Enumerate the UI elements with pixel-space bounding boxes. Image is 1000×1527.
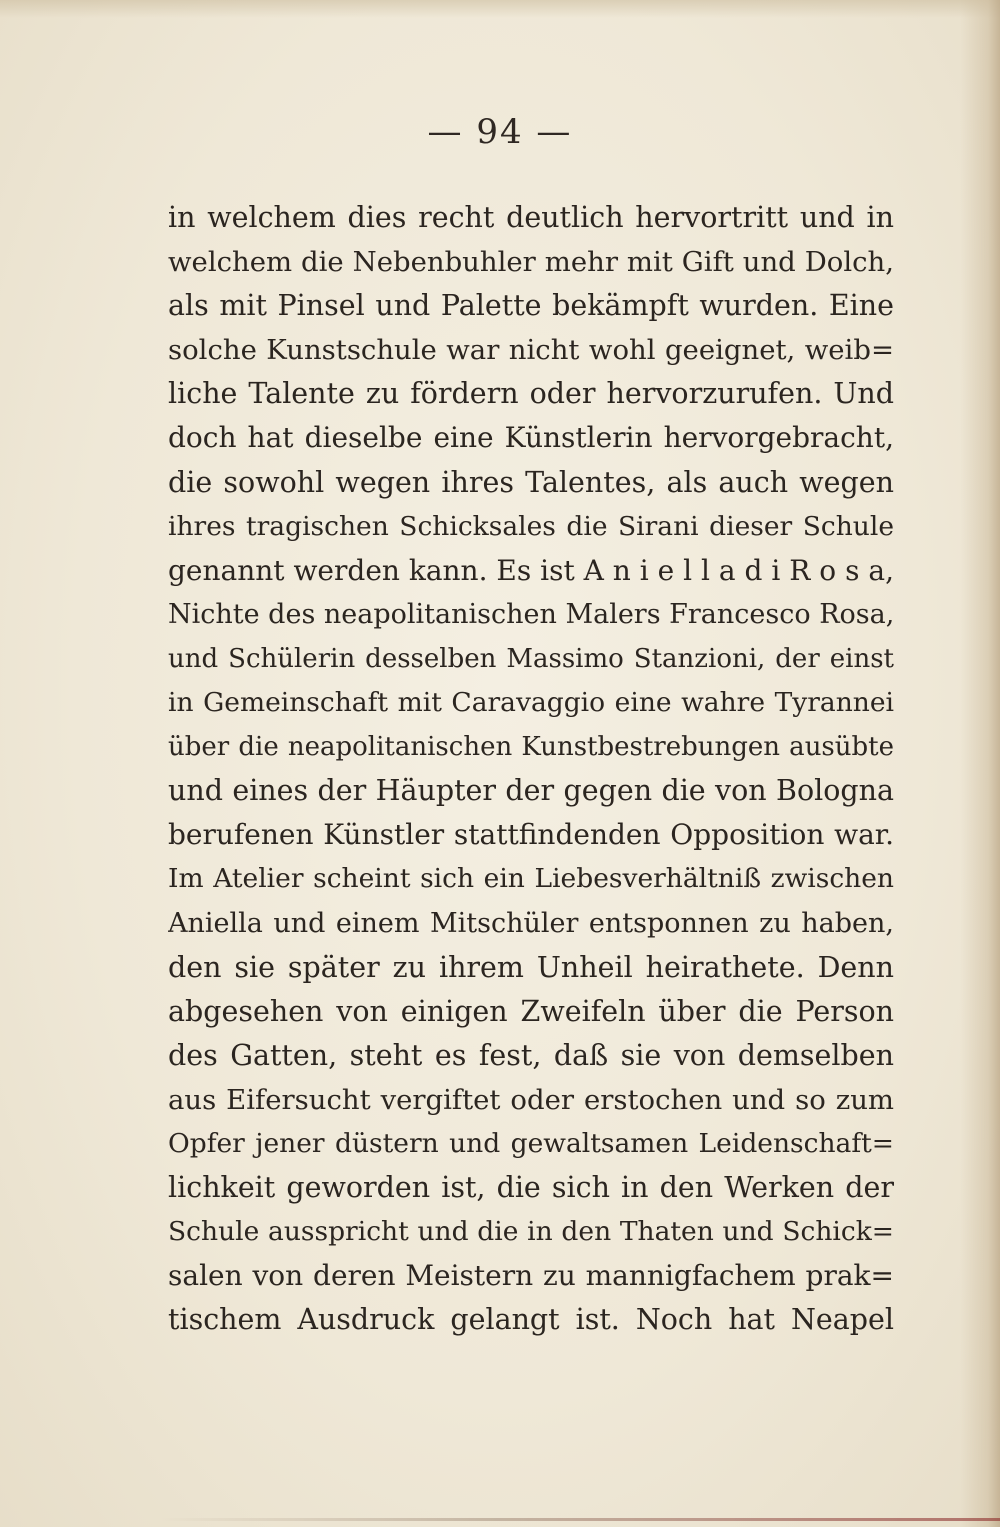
text-line: in Gemeinschaft mit Caravaggio eine wahre Tyrannei xyxy=(168,687,894,719)
text-line: über die neapolitanischen Kunstbestrebungen ausübte xyxy=(168,732,894,763)
text-line: ihres tragischen Schicksales die Sirani dieser Schule xyxy=(168,510,894,542)
text-line: lichkeit geworden ist, die sich in den Werken der xyxy=(168,1171,894,1205)
text-line: die sowohl wegen ihres Talentes, als auch wegen xyxy=(168,465,894,499)
text-line: salen von deren Meistern zu mannigfachem prak= xyxy=(168,1259,894,1293)
text-line: als mit Pinsel und Palette bekämpft wurden. Eine xyxy=(168,289,894,323)
text-line: welchem die Nebenbuhler mehr mit Gift und Dolch, xyxy=(168,246,894,279)
text-line: und Schülerin desselben Massimo Stanzioni, der einst xyxy=(168,643,894,674)
text-line: Schule ausspricht und die in den Thaten und Schick= xyxy=(168,1216,894,1248)
text-line: berufenen Künstler stattfindenden Opposition war. xyxy=(168,818,894,852)
text-line: doch hat dieselbe eine Künstlerin hervorgebracht, xyxy=(168,421,894,455)
text-line: Nichte des neapolitanischen Malers Francesco Rosa, xyxy=(168,598,894,630)
text-line: abgesehen von einigen Zweifeln über die Person xyxy=(168,994,894,1028)
page-edge-shadow xyxy=(960,0,1000,1527)
text-line: liche Talente zu fördern oder hervorzurufen. Und xyxy=(168,377,894,411)
text-line: Im Atelier scheint sich ein Liebesverhältniß zwischen xyxy=(168,863,894,895)
page-top-shadow xyxy=(0,0,1000,18)
text-line: und eines der Häupter der gegen die von Bologna xyxy=(168,774,894,808)
text-line: genannt werden kann. Es ist A n i e l l a d i R o s a, xyxy=(168,553,894,587)
text-line: tischem Ausdruck gelangt ist. Noch hat Neapel xyxy=(168,1303,894,1337)
page-number: — 94 — xyxy=(427,112,573,152)
text-line: des Gatten, steht es fest, daß sie von demselben xyxy=(168,1038,894,1072)
text-line: den sie später zu ihrem Unheil heirathete. Denn xyxy=(168,950,894,984)
text-line: solche Kunstschule war nicht wohl geeignet, weib= xyxy=(168,334,894,367)
text-line: aus Eifersucht vergiftet oder erstochen und so zum xyxy=(168,1083,894,1116)
text-line: Opfer jener düstern und gewaltsamen Leidenschaft= xyxy=(168,1127,894,1159)
text-line: in welchem dies recht deutlich hervortritt und in xyxy=(168,201,894,234)
text-line: Aniella und einem Mitschüler entsponnen zu haben, xyxy=(168,907,894,939)
page-bottom-edge xyxy=(160,1518,1000,1521)
body-text xyxy=(168,196,894,1342)
